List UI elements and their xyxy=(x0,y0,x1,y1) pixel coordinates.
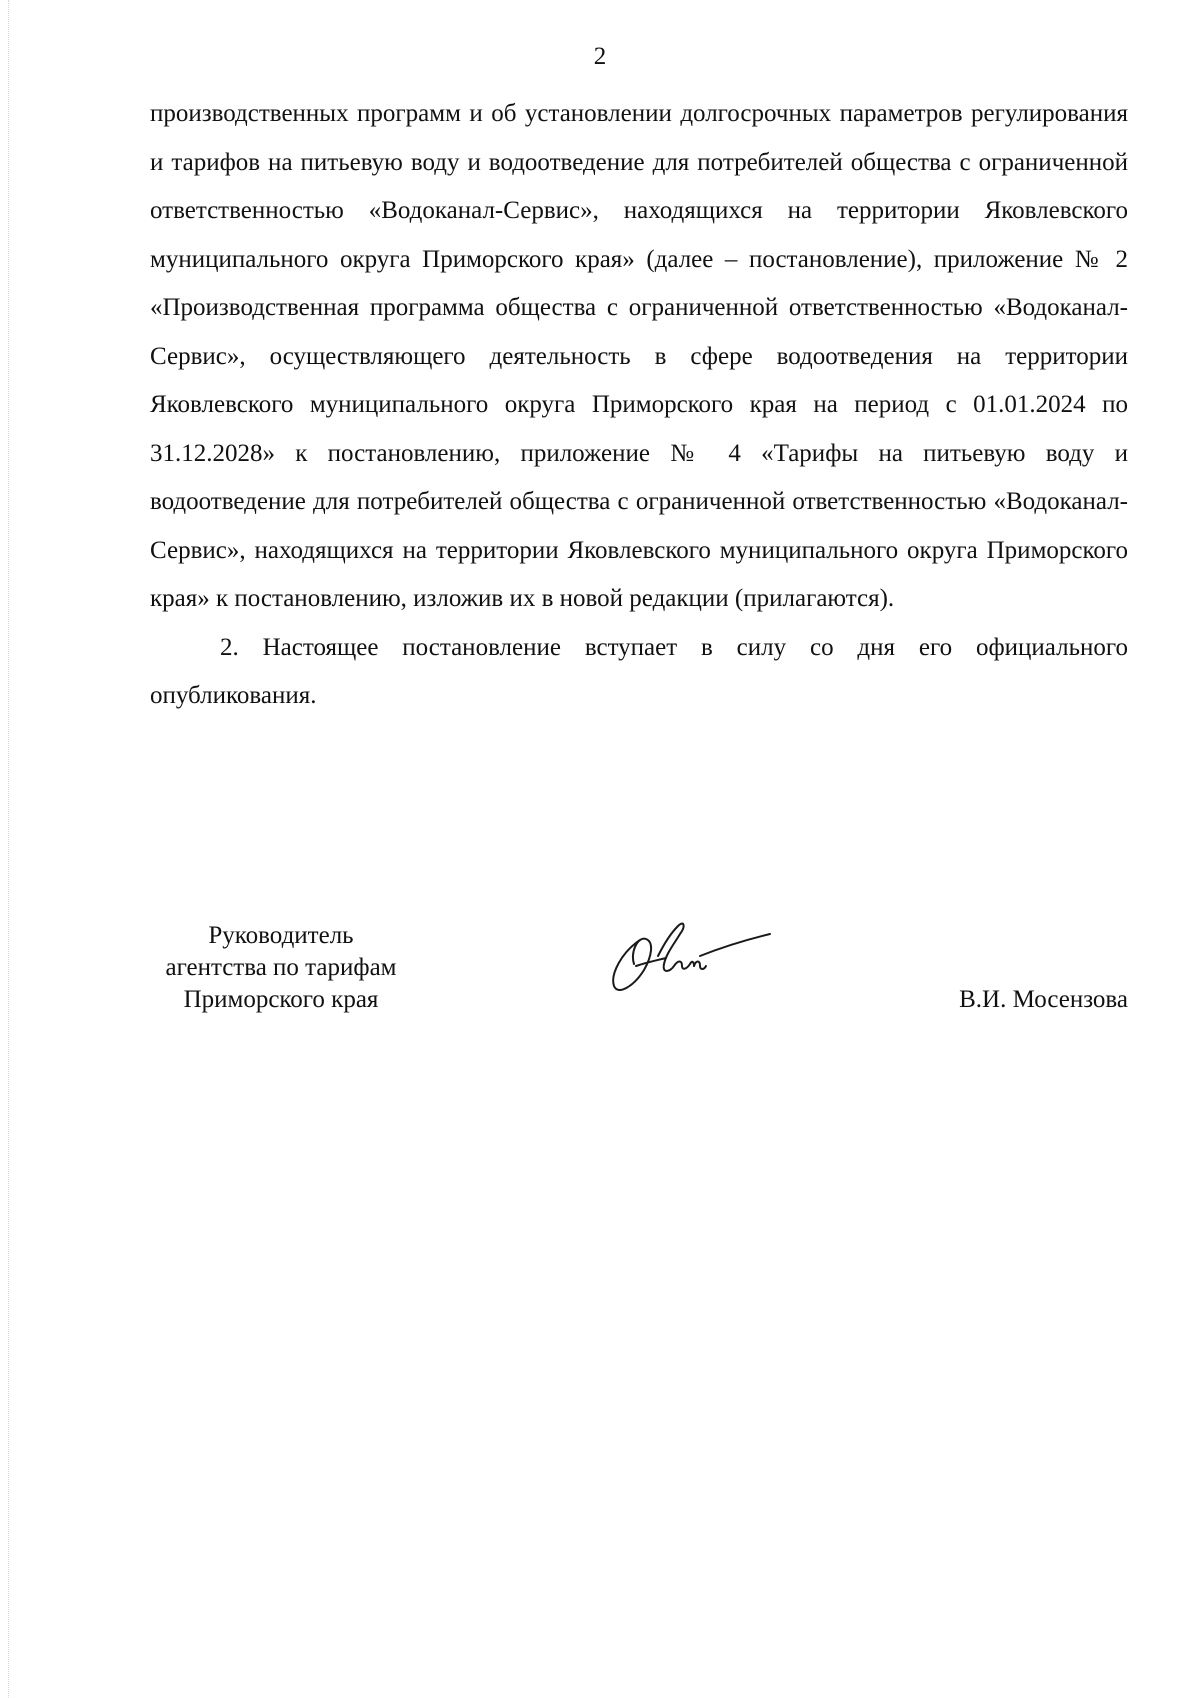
signer-position xyxy=(146,920,416,1016)
paragraph-item-2: 2. Настоящее постановление вступает в силу со дня его официального опубликования. xyxy=(150,633,1128,709)
signer-position-line: Руководитель xyxy=(208,922,354,949)
paragraph-continuation: производственных программ и об установлении долгосрочных параметров регулирования и тарифов на питьевую воду и водоотведение для потребителей общества с ограниченной ответственностью «Водоканал-Сервис», находящихся на территории Яковлевского муниципального округа Приморского края» (далее – постановление), приложение № 2 «Производственная программа общества с ограниченной ответственностью «Водоканал-Сервис», осуществляющего деятельность в сфере водоотведения на территории Яковлевского муниципального округа Приморского края на период с 01.01.2024 по 31.12.2028» к постановлению, приложение № 4 «Тарифы на питьевую воду и водоотведение для потребителей общества с ограниченной ответственностью «Водоканал-Сервис», находящихся на территории Яковлевского муниципального округа Приморского края» к постановлению, изложив их в новой редакции (прилагаются). xyxy=(150,100,1128,612)
signer-position-line: агентства по тарифам xyxy=(165,954,397,981)
signature-block xyxy=(0,920,1200,1040)
document-body xyxy=(150,90,1128,721)
scan-edge-artifact xyxy=(8,0,10,1698)
page-number: 2 xyxy=(593,43,607,70)
handwritten-signature-icon xyxy=(600,912,790,1007)
signer-name: В.И. Мосензова xyxy=(959,986,1128,1013)
signer-position-line: Приморского края xyxy=(183,986,379,1013)
